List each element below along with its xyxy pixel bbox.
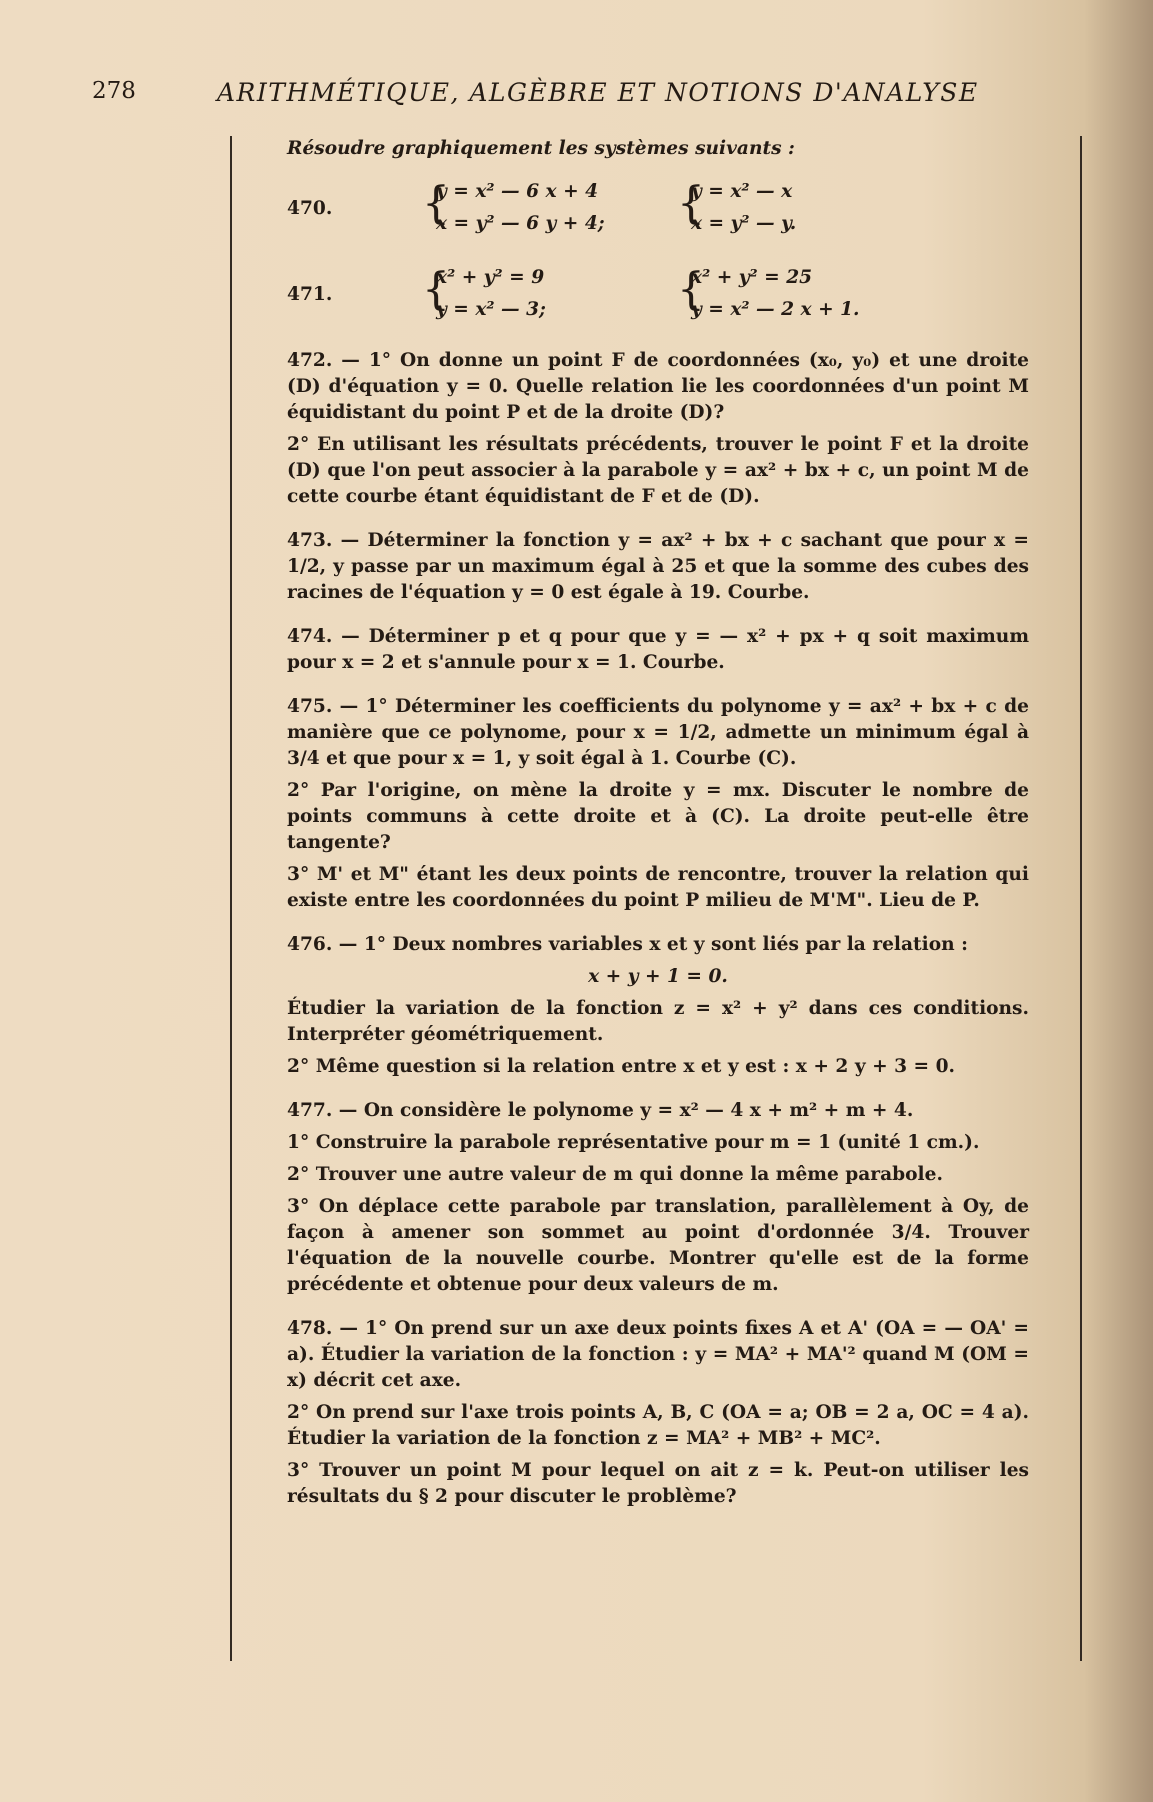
exercise-number: 470. [287, 198, 333, 219]
exercise-number: 471. [287, 284, 333, 305]
equation: x² + y² = 25 [691, 267, 813, 288]
paragraph: 474. — Déterminer p et q pour que y = — x² + px + q soit maximum pour x = 2 et s'annule pour x = 1. Courbe. [287, 626, 1029, 673]
exercise-472 [287, 348, 1029, 510]
system-470 [287, 176, 1029, 242]
centered-equation: x + y + 1 = 0. [588, 966, 728, 987]
paragraph: 475. — 1° Déterminer les coefficients du polynome y = ax² + bx + c de manière que ce polynome, pour x = 1/2, admette un minimum égal à 3/4 et que pour x = 1, y soit égal à 1. Courbe (C). [287, 696, 1029, 769]
paragraph: 477. — On considère le polynome y = x² — 4 x + m² + m + 4. [287, 1100, 914, 1121]
equation: y = x² — x [691, 181, 793, 202]
paragraph: 473. — Déterminer la fonction y = ax² + bx + c sachant que pour x = 1/2, y passe par un maximum égal à 25 et que la somme des cubes des racines de l'équation y = 0 est égale à 19. Courbe. [287, 530, 1029, 603]
equation: y = x² — 2 x + 1. [691, 299, 860, 320]
equation: y = x² — 3; [436, 299, 546, 320]
paragraph: 2° On prend sur l'axe trois points A, B, C (OA = a; OB = 2 a, OC = 4 a). Étudier la variation de la fonction z = MA² + MB² + MC². [287, 1402, 1029, 1449]
paragraph: 2° Même question si la relation entre x et y est : x + 2 y + 3 = 0. [287, 1056, 956, 1077]
page-number: 278 [92, 78, 136, 104]
system-471 [287, 262, 1029, 328]
exercise-473 [287, 528, 1029, 606]
instruction: Résoudre graphiquement les systèmes suivants : [287, 138, 795, 159]
exercise-475 [287, 694, 1029, 914]
paragraph: 2° Trouver une autre valeur de m qui donne la même parabole. [287, 1164, 943, 1185]
equation: x = y² — y. [691, 213, 797, 234]
exercise-474 [287, 624, 1029, 676]
paragraph: 472. — 1° On donne un point F de coordonnées (x₀, y₀) et une droite (D) d'équation y = 0. Quelle relation lie les coordonnées d'un point M équidistant du point P et de la droite (D)? [287, 350, 1029, 423]
paragraph: 2° Par l'origine, on mène la droite y = mx. Discuter le nombre de points communs à cette droite et à (C). La droite peut-elle être tangente? [287, 780, 1029, 853]
paragraph: 478. — 1° On prend sur un axe deux points fixes A et A' (OA = — OA' = a). Étudier la variation de la fonction : y = MA² + MA'² quand M (OM = x) décrit cet axe. [287, 1318, 1029, 1391]
equation: y = x² — 6 x + 4 [436, 181, 599, 202]
paragraph: 3° M' et M" étant les deux points de rencontre, trouver la relation qui existe entre les coordonnées du point P milieu de M'M". Lieu de P. [287, 864, 1029, 911]
page-header [92, 78, 983, 118]
brace-symbol: { [677, 264, 705, 315]
exercise-478 [287, 1316, 1029, 1510]
paragraph: 1° Construire la parabole représentative pour m = 1 (unité 1 cm.). [287, 1132, 980, 1153]
right-margin-rule [1080, 136, 1082, 1661]
paragraph: 476. — 1° Deux nombres variables x et y sont liés par la relation : [287, 934, 968, 955]
page-content [287, 136, 1029, 1528]
left-margin-rule [230, 136, 232, 1661]
brace-symbol: { [677, 178, 705, 229]
brace-symbol: { [422, 264, 450, 315]
brace-symbol: { [422, 178, 450, 229]
paragraph: 2° En utilisant les résultats précédents, trouver le point F et la droite (D) que l'on peut associer à la parabole y = ax² + bx + c, un point M de cette courbe étant équidistant de F et de (D). [287, 434, 1029, 507]
exercise-477 [287, 1098, 1029, 1298]
paragraph: Étudier la variation de la fonction z = x² + y² dans ces conditions. Interpréter géométriquement. [287, 998, 1029, 1045]
exercise-476 [287, 932, 1029, 1080]
running-title: ARITHMÉTIQUE, ALGÈBRE ET NOTIONS D'ANALYSE [217, 78, 979, 107]
paragraph: 3° On déplace cette parabole par translation, parallèlement à Oy, de façon à amener son sommet au point d'ordonnée 3/4. Trouver l'équation de la nouvelle courbe. Montrer qu'elle est de la forme précédente et obtenue pour deux valeurs de m. [287, 1196, 1029, 1295]
paragraph: 3° Trouver un point M pour lequel on ait z = k. Peut-on utiliser les résultats du § 2 pour discuter le problème? [287, 1460, 1029, 1507]
equation: x² + y² = 9 [436, 267, 545, 288]
equation: x = y² — 6 y + 4; [436, 213, 605, 234]
